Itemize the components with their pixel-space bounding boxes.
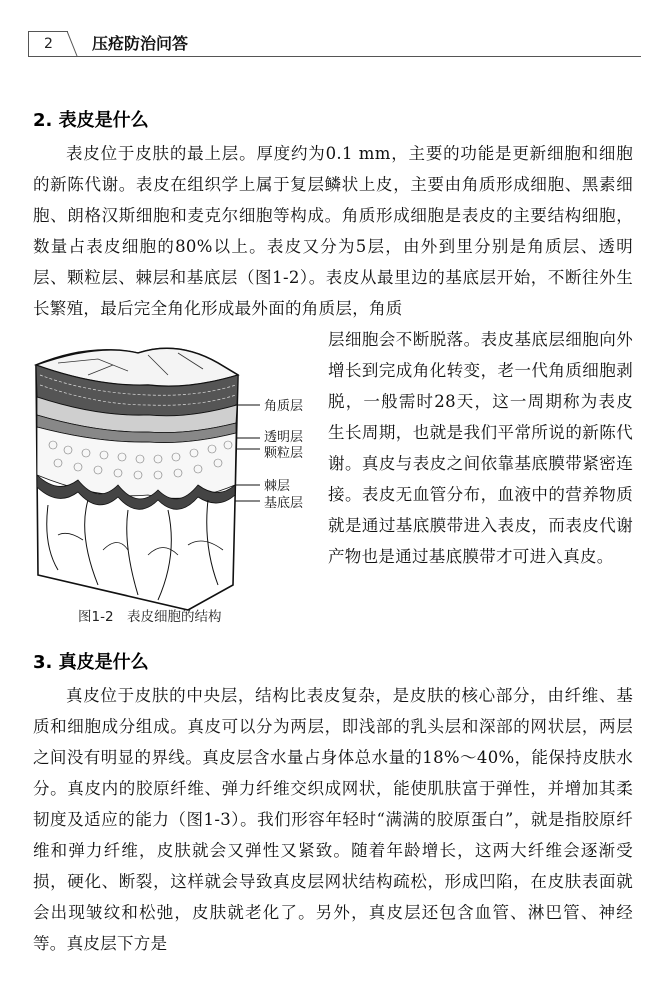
section-heading-epidermis: 2. 表皮是什么	[33, 110, 149, 131]
epidermis-structure-figure	[28, 335, 318, 625]
page-number: 2	[28, 31, 68, 57]
label-stratum-granulosum: 颗粒层	[264, 446, 304, 461]
figure-caption: 图1-2 表皮细胞的结构	[78, 609, 222, 625]
page-tab-corner	[67, 31, 79, 57]
paragraph-epidermis-side: 层细胞会不断脱落。表皮基底层细胞向外增长到完成角化转变，老一代角质细胞剥脱，一般需时28天，这一周期称为表皮生长周期，也就是我们平常所说的新陈代谢。真皮与表皮之间依靠基底膜带紧密连接。表皮无血管分布，血液中的营养物质就是通过基底膜带进入表皮，而表皮代谢产物也是通过基底膜带才可进入真皮。	[328, 330, 633, 566]
label-stratum-basale: 基底层	[264, 496, 304, 511]
paragraph-dermis: 真皮位于皮肤的中央层，结构比表皮复杂，是皮肤的核心部分，由纤维、基质和细胞成分组成。真皮可以分为两层，即浅部的乳头层和深部的网状层，两层之间没有明显的界线。真皮层含水量占身体总水量的18%～40%，能保持皮肤水分。真皮内的胶原纤维、弹力纤维交织成网状，能使肌肤富于弹性，并增加其柔韧度及适应的能力（图1-3）。我们形容年轻时“满满的胶原蛋白”，就是指胶原纤维和弹力纤维，皮肤就会又弹性又紧致。随着年龄增长，这两大纤维会逐渐受损，硬化、断裂，这样就会导致真皮层网状结构疏松，形成凹陷，在皮肤表面就会出现皱纹和松弛，皮肤就老化了。另外，真皮层还包含血管、淋巴管、神经等。真皮层下方是	[33, 686, 633, 953]
book-title: 压疮防治问答	[92, 34, 189, 53]
label-stratum-corneum: 角质层	[264, 399, 304, 414]
section-heading-dermis: 3. 真皮是什么	[33, 652, 149, 673]
label-stratum-lucidum: 透明层	[264, 430, 304, 445]
page-header	[0, 0, 667, 70]
label-stratum-spinosum: 棘层	[264, 479, 291, 494]
paragraph-epidermis-main: 表皮位于皮肤的最上层。厚度约为0.1 mm，主要的功能是更新细胞和细胞的新陈代谢。表皮在组织学上属于复层鳞状上皮，主要由角质形成细胞、黑素细胞、朗格汉斯细胞和麦克尔细胞等构成。角质形成细胞是表皮的主要结构细胞，数量占表皮细胞的80%以上。表皮又分为5层，由外到里分别是角质层、透明层、颗粒层、棘层和基底层（图1-2）。表皮从最里边的基底层开始，不断往外生长繁殖，最后完全角化形成最外面的角质层，角质	[33, 144, 633, 318]
